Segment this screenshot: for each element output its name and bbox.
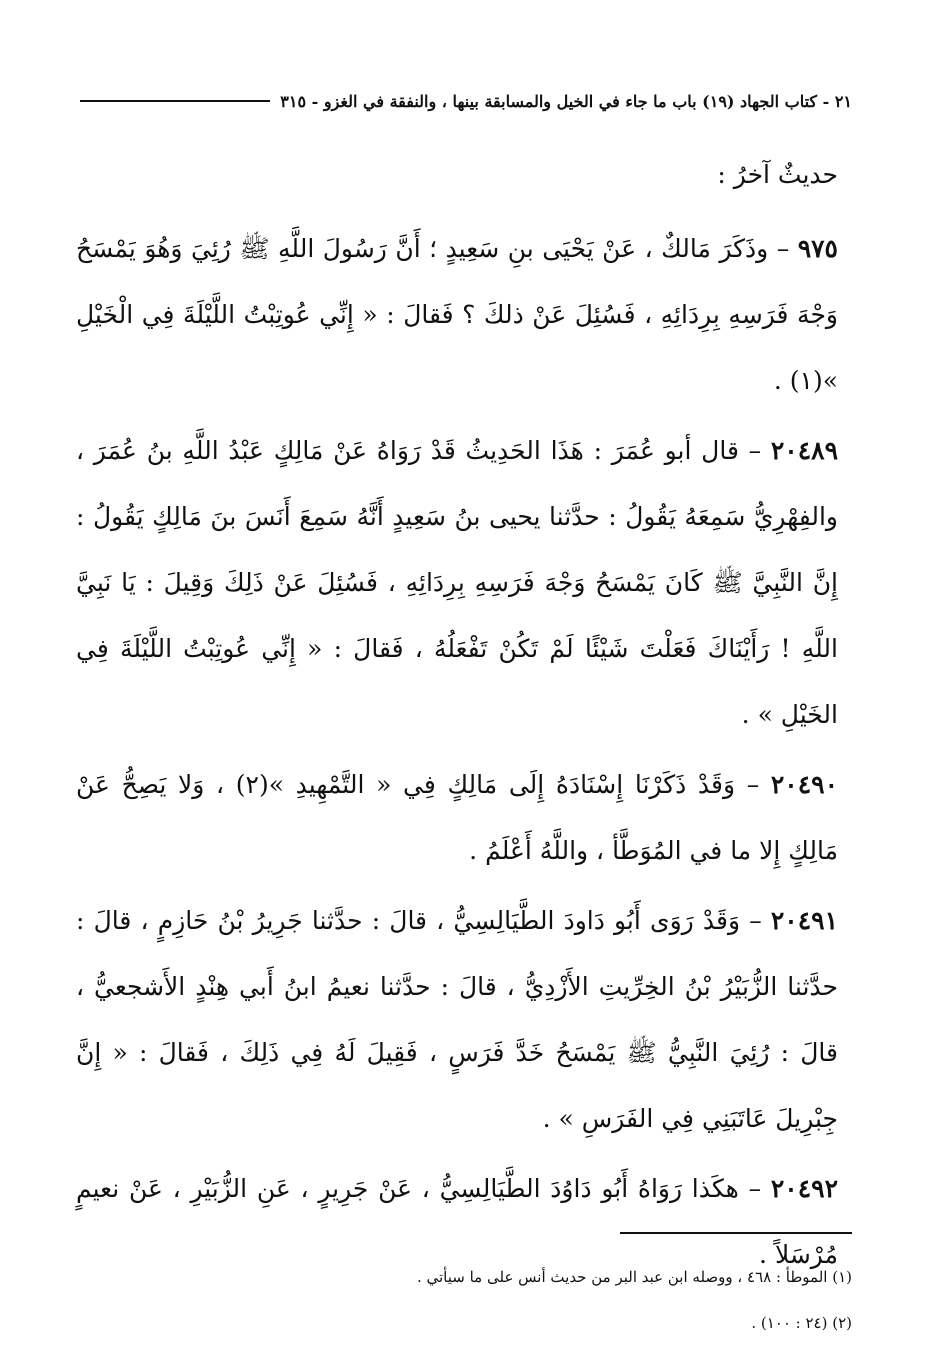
- paragraph-number: ٢٠٤٩٠: [770, 770, 838, 799]
- main-text: [76, 142, 838, 1292]
- paragraph-text: – وذَكَرَ مَالكٌ ، عَنْ يَحْيَى بنِ سَعِيدٍ ؛ أَنَّ رَسُولَ اللَّهِ ﷺ رُئِيَ وَهُوَ يَمْسَحُ وَجْهَ فَرَسِهِ بِرِدَائِهِ ، فَسُئِلَ عَنْ ذلكَ ؟ فَقالَ : « إِنِّي عُوتِبْتُ اللَّيْلَةَ فِي الْخَيْلِ »(١) .: [76, 234, 838, 395]
- paragraph-20489: [76, 418, 838, 748]
- footnote-2: (٢) (٢٤ : ١٠٠) .: [751, 1314, 852, 1332]
- paragraph-number: ٢٠٤٩١: [770, 906, 838, 935]
- paragraph-20490: [76, 752, 838, 884]
- section-heading: حديثٌ آخرُ :: [717, 160, 838, 189]
- paragraph-20491: [76, 888, 838, 1152]
- paragraph-text: – هكَذا رَوَاهُ أَبُو دَاوُدَ الطَّيَالِسِيُّ ، عَنْ جَرِيرٍ ، عَنِ الزُّبَيْرِ ، عَنْ نعيمٍ مُرْسَلاً .: [76, 1174, 838, 1269]
- header-rule: [80, 100, 270, 102]
- paragraph-text: – قال أبو عُمَرَ : هَذَا الحَدِيثُ قَدْ رَوَاهُ عَنْ مَالِكٍ عَبْدُ اللَّهِ بنُ عُمَرَ ، والفِهْرِيُّ سَمِعَهُ يَقُولُ : حدَّثنا يحيى بنُ سَعِيدٍ أَنَّهُ سَمِعَ أَنَسَ بنَ مَالِكٍ يَقُولُ : إِنَّ النَّبِيَّ ﷺ كَانَ يَمْسَحُ وَجْهَ فَرَسِهِ بِرِدَائِهِ ، فَسُئِلَ عَنْ ذَلِكَ وَقِيلَ : يَا نَبِيَّ اللَّهِ ! رَأَيْنَاكَ فَعَلْتَ شَيْئًا لَمْ تَكُنْ تَفْعَلُهُ ، فَقالَ : « إِنِّي عُوتِبْتُ اللَّيْلَةَ فِي الخَيْلِ » .: [76, 436, 838, 729]
- paragraph-number: ٩٧٥: [797, 234, 838, 263]
- paragraph-text: – وَقَدْ ذَكَرْنَا إِسْنَادَهُ إِلَى مَالِكٍ فِي « التَّمْهِيدِ »(٢) ، وَلا يَصِحُّ عَنْ مَالِكٍ إِلا ما في المُوَطَّأ ، واللَّهُ أَعْلَمُ .: [76, 770, 838, 865]
- header-title: ٢١ - كتاب الجهاد (١٩) باب ما جاء في الخيل والمسابقة بينها ، والنفقة في الغزو - ٣١٥: [280, 91, 852, 111]
- paragraph-number: ٢٠٤٨٩: [770, 436, 838, 465]
- paragraph-975: [76, 216, 838, 414]
- footnote-1: (١) الموطأ : ٤٦٨ ، ووصله ابن عبد البر من حديث أنس على ما سيأتي .: [416, 1268, 852, 1286]
- running-header: [80, 86, 852, 116]
- paragraph-text: – وَقَدْ رَوَى أَبُو دَاودَ الطَّيَالِسِيُّ ، قالَ : حدَّثنا جَرِيرُ بْنُ حَازِمٍ ، قالَ : حدَّثنا الزُّبَيْرُ بْنُ الخِرِّيتِ الأَزْدِيُّ ، قالَ : حدَّثنا نعيمُ ابنُ أَبي هِنْدٍ الأَشجعيُّ ، قالَ : رُئِيَ النَّبِيُّ ﷺ يَمْسَحُ خَدَّ فَرَسٍ ، فَقِيلَ لَهُ فِي ذَلِكَ ، فَقالَ : « إِنَّ جِبْرِيلَ عَاتَبَنِي فِي الفَرَسِ » .: [76, 906, 838, 1133]
- footnote-rule: [620, 1232, 852, 1234]
- paragraph-number: ٢٠٤٩٢: [770, 1174, 838, 1203]
